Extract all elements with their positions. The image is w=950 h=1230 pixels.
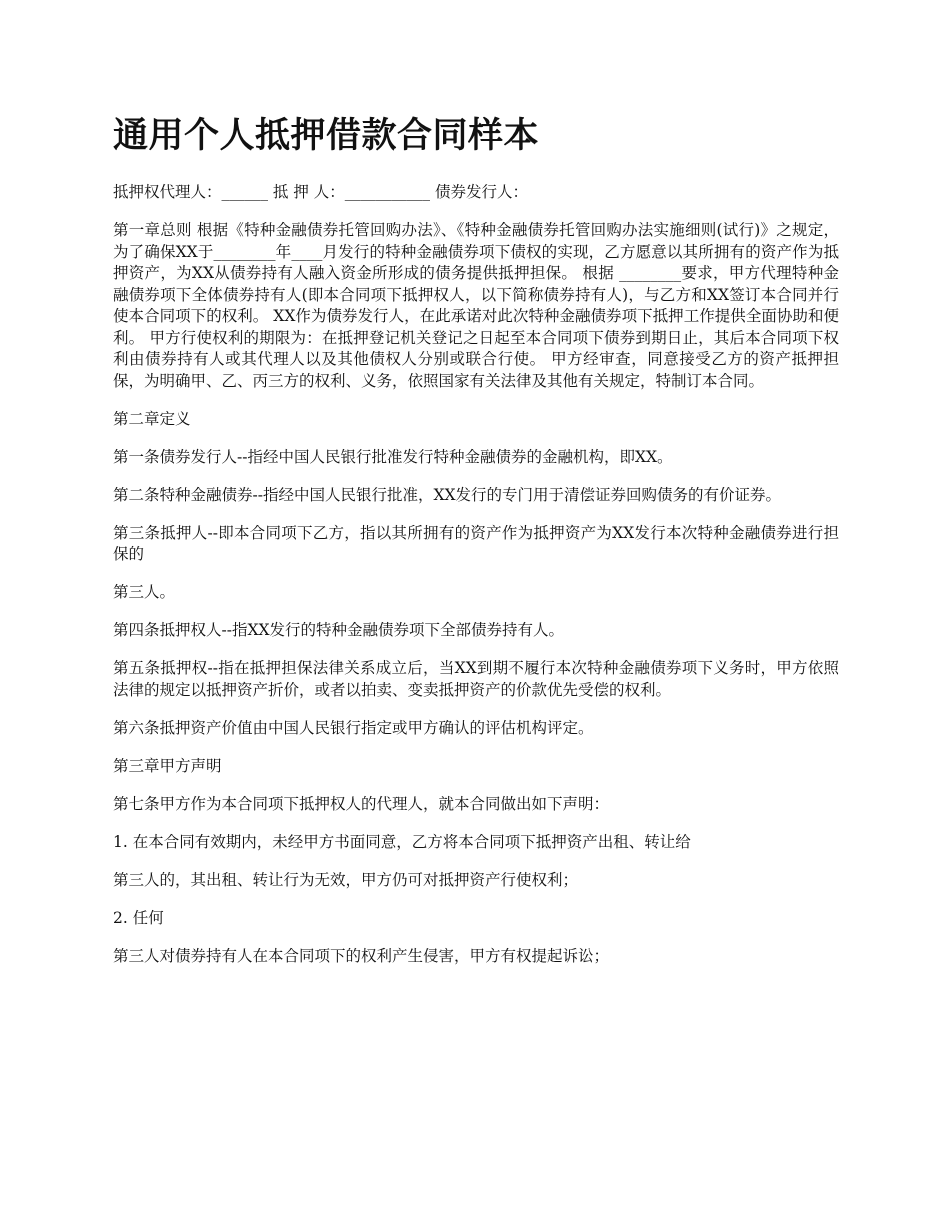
- clause-1: 1. 在本合同有效期内，未经甲方书面同意，乙方将本合同项下抵押资产出租、转让给: [113, 832, 691, 851]
- chapter-3-heading: 第三章甲方声明: [113, 756, 222, 775]
- clause-2-continued: 第三人对债券持有人在本合同项下的权利产生侵害，甲方有权提起诉讼；: [113, 946, 610, 965]
- document-title: 通用个人抵押借款合同样本: [113, 116, 540, 156]
- clause-1-continued: 第三人的，其出租、转让行为无效，甲方仍可对抵押资产行使权利；: [113, 870, 579, 889]
- chapter-1-general-provisions: 第一章总则 根据《特种金融债券托管回购办法》、《特种金融债券托管回购办法实施细则(试行)》之规定，为了确保XX于________年____月发行的特种金融债券项下债权的实现，乙方愿意以其所拥有的资产作为抵押资产，为XX从债券持有人融入资金所形成的债务提供抵押担保。 根据 ________要求，甲方代理特种金融债券项下全体债券持有人(即本合同项下抵押权人，以下简称债券持有人)，与乙方和XX签订本合同并行使本合同项下的权利。 XX作为债券发行人，在此承诺对此次特种金融债券项下抵押工作提供全面协助和便利。 甲方行使权利的期限为：在抵押登记机关登记之日起至本合同项下债券到期日止，其后本合同项下权利由债券持有人或其代理人以及其他债权人分别或联合行使。 甲方经审查，同意接受乙方的资产抵押担保，为明确甲、乙、丙三方的权利、义务，依照国家有关法律及其他有关规定，特制订本合同。: [113, 221, 839, 390]
- article-7: 第七条甲方作为本合同项下抵押权人的代理人，就本合同做出如下声明：: [113, 794, 610, 813]
- article-2: 第二条特种金融债券--指经中国人民银行批准，XX发行的专门用于清偿证券回购债务的有价证券。: [113, 485, 782, 504]
- article-6: 第六条抵押资产价值由中国人民银行指定或甲方确认的评估机构评定。: [113, 718, 594, 737]
- clause-2: 2. 任何: [113, 908, 164, 927]
- parties-line: 抵押权代理人：______ 抵 押 人：___________ 债券发行人：: [113, 183, 528, 201]
- document-page: [113, 112, 839, 984]
- article-4: 第四条抵押权人--指XX发行的特种金融债券项下全部债券持有人。: [113, 621, 565, 639]
- article-3: 第三条抵押人--即本合同项下乙方，指以其所拥有的资产作为抵押资产为XX发行本次特种金融债券进行担保的: [113, 523, 839, 563]
- article-5: 第五条抵押权--指在抵押担保法律关系成立后，当XX到期不履行本次特种金融债券项下义务时，甲方依照法律的规定以抵押资产折价，或者以拍卖、变卖抵押资产的价款优先受偿的权利。: [113, 659, 839, 699]
- article-1: 第一条债券发行人--指经中国人民银行批准发行特种金融债券的金融机构，即XX。: [113, 447, 673, 466]
- chapter-2-heading: 第二章定义: [113, 409, 191, 428]
- article-3-continued: 第三人。: [113, 583, 176, 601]
